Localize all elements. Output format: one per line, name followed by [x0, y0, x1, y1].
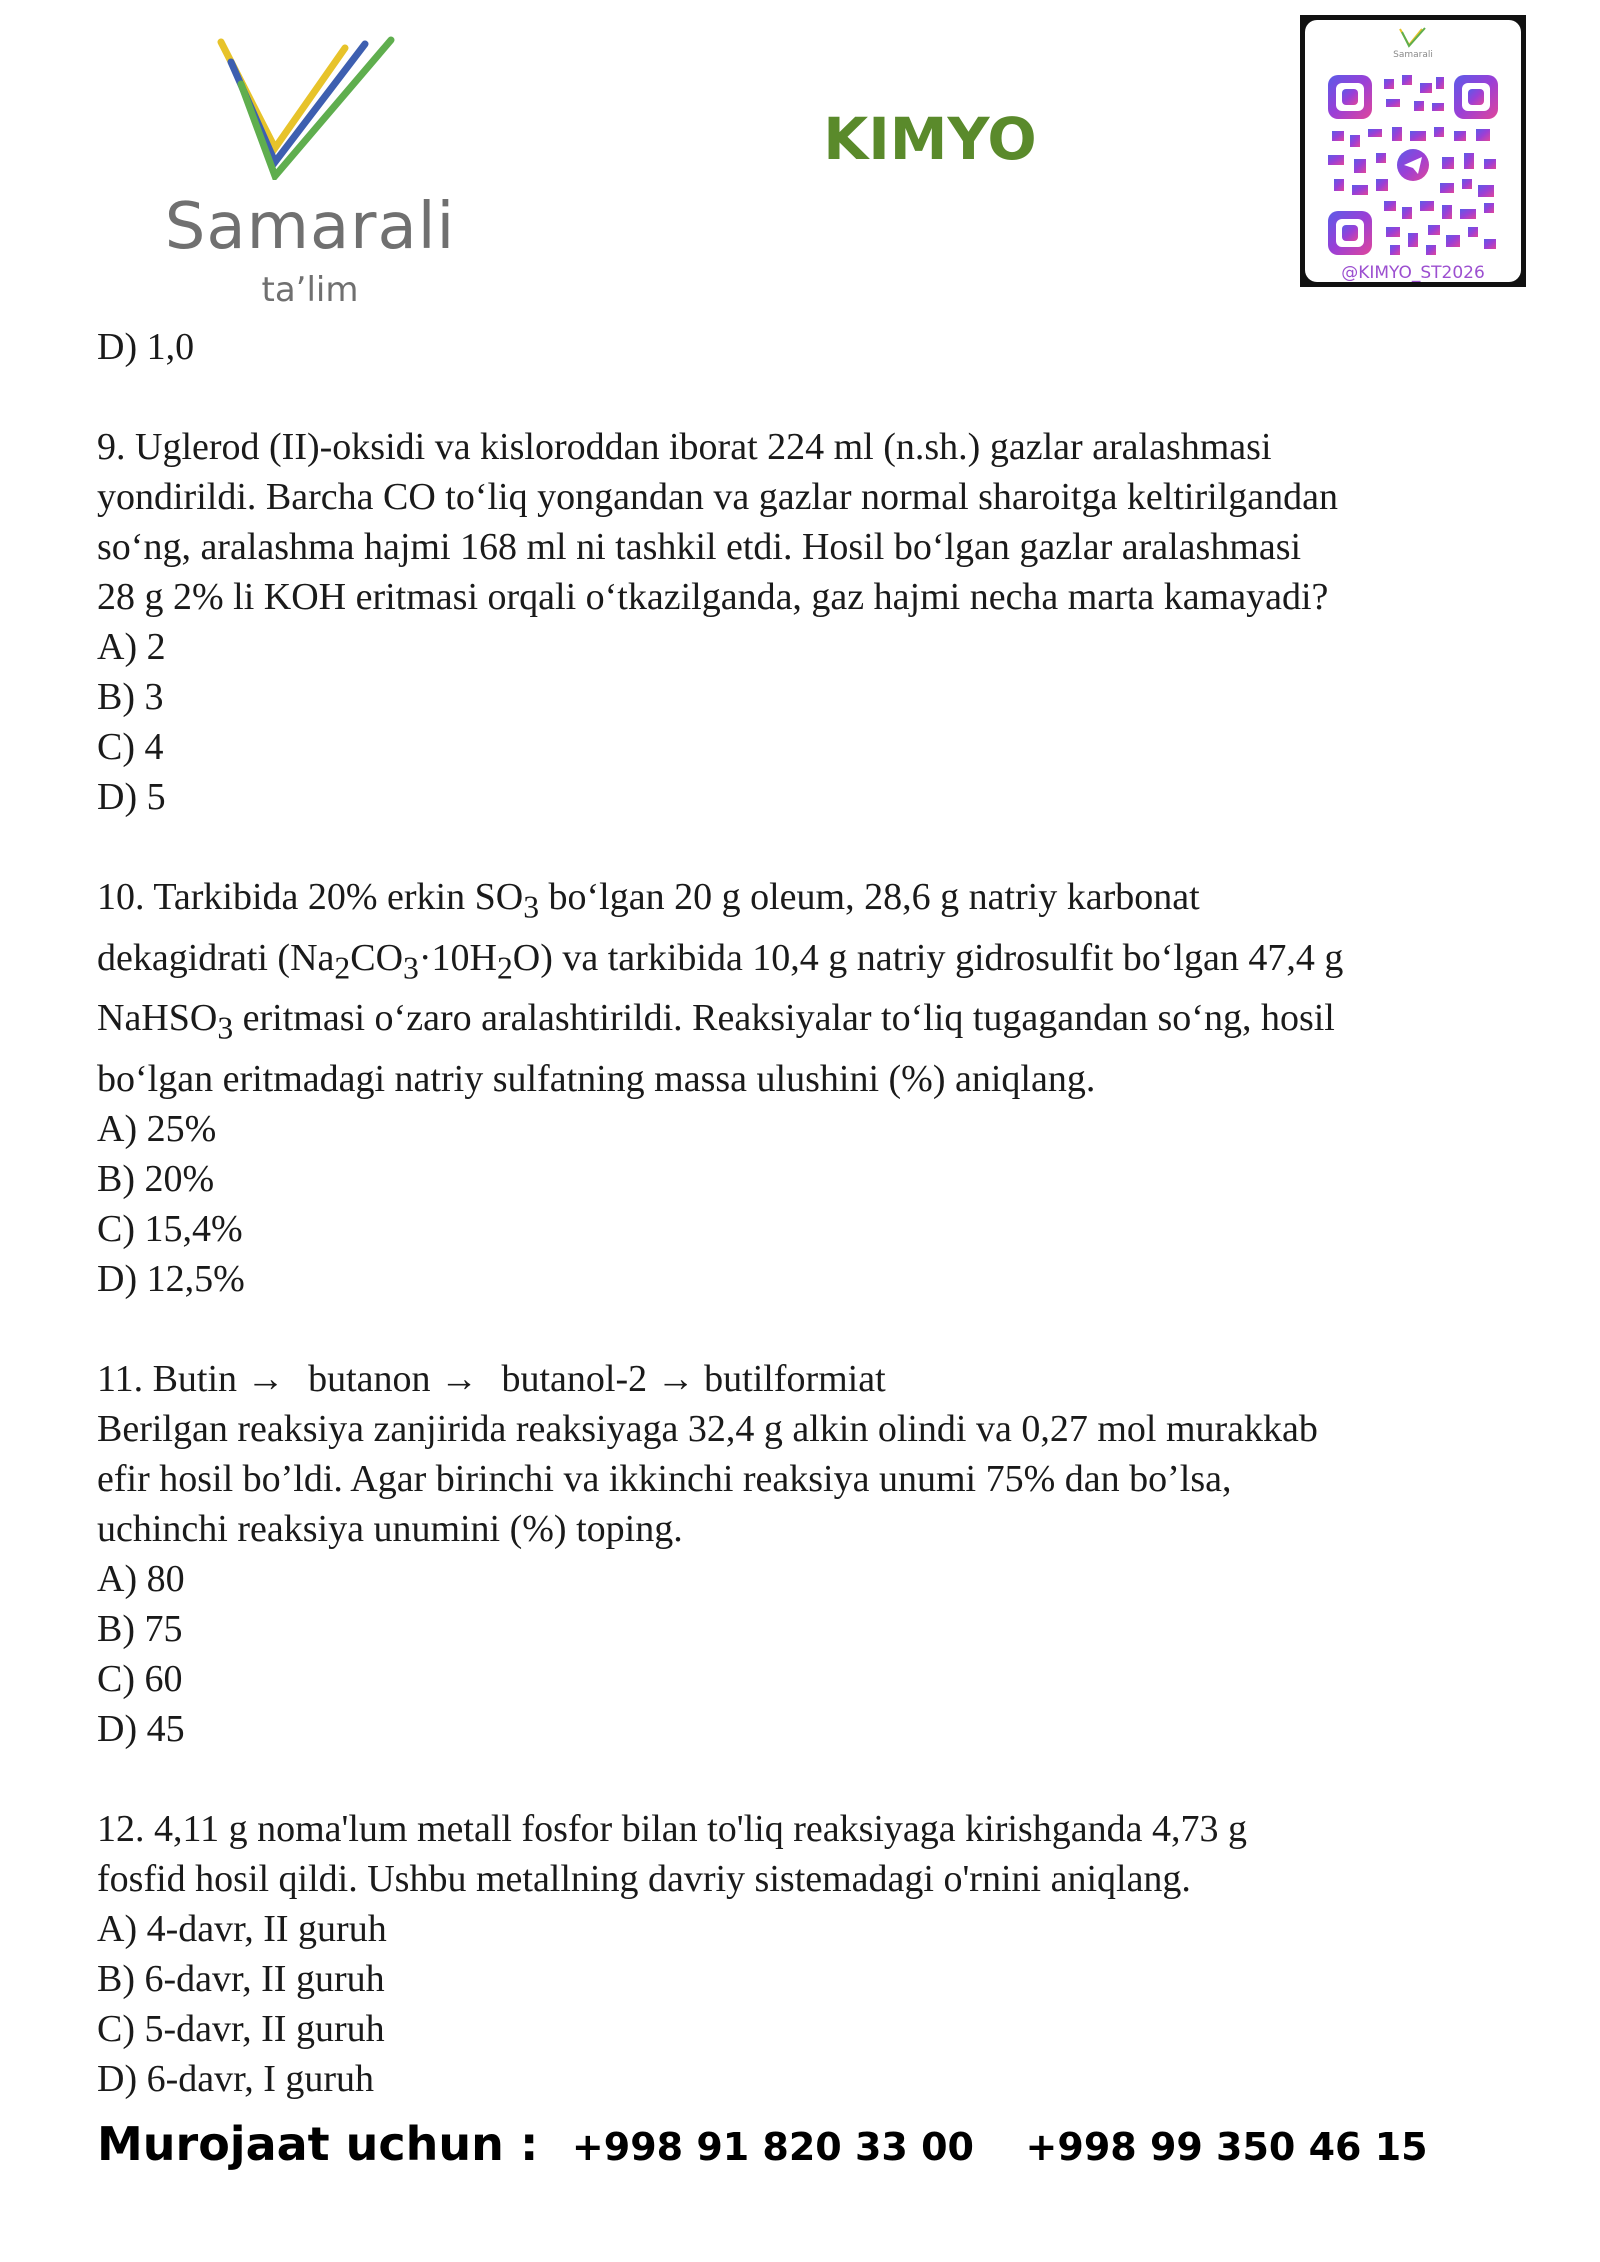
- question-9-line: 28 g 2% li KOH eritmasi orqali o‘tkazilganda, gaz hajmi necha marta kamayadi?: [97, 576, 1329, 618]
- question-9-line: so‘ng, aralashma hajmi 168 ml ni tashkil etdi. Hosil bo‘lgan gazlar aralashmasi: [97, 526, 1302, 568]
- document-body: [97, 322, 1537, 2104]
- answer-option: D) 6-davr, I guruh: [97, 2057, 375, 2100]
- answer-option: A) 2: [97, 626, 166, 668]
- question-10-line: bo‘lgan eritmadagi natriy sulfatning massa ulushini (%) aniqlang.: [97, 1057, 1096, 1100]
- reaction-chain: 11. Butin → butanon → butanol-2 → butilformiat: [97, 1357, 886, 1400]
- question-10-line: 10. Tarkibida 20% erkin $SO_3$ bo‘lgan 20 g oleum, 28,6 g natriy karbonat: [97, 876, 1200, 925]
- previous-question-tail: D) 1,0: [97, 326, 195, 368]
- question-10: [97, 872, 1537, 1304]
- phone-number: +998 91 820 33 00: [571, 2125, 974, 2169]
- answer-option: A) 4-davr, II guruh: [97, 1907, 387, 1950]
- answer-option: C) 4: [97, 726, 164, 768]
- logo-name: Samarali: [164, 190, 456, 264]
- answer-option: D) 12,5%: [97, 1257, 245, 1300]
- answer-option: C) 60: [97, 1657, 183, 1700]
- question-11: [97, 1354, 1537, 1754]
- answer-option: D) 5: [97, 776, 166, 818]
- contact-footer: [97, 2117, 1428, 2171]
- question-10-line: NaHSO$_3$ eritmasi o‘zaro aralashtirildi. Reaksiyalar to‘liq tugagandan so‘ng, hosil: [97, 997, 1335, 1046]
- logo-subtitle: ta’lim: [261, 270, 359, 310]
- answer-option: B) 3: [97, 676, 164, 718]
- samarali-logo: [150, 30, 470, 310]
- qr-code-icon: [1328, 75, 1498, 255]
- subject-title: KIMYO: [823, 105, 1037, 173]
- question-9-line: 9. Uglerod (II)-oksidi va kisloroddan iborat 224 ml (n.sh.) gazlar aralashmasi: [97, 426, 1272, 468]
- question-10-line: dekagidrati $(Na_2CO_3\cdot 10H_2O)$ va tarkibida 10,4 g natriy gidrosulfit bo‘lgan 47,4 g: [97, 936, 1344, 986]
- qr-handle: @KIMYO_ST2026: [1341, 263, 1485, 283]
- qr-badge: [1300, 15, 1526, 287]
- answer-option: A) 25%: [97, 1107, 217, 1150]
- mini-logo-icon: [1398, 26, 1428, 48]
- phone-number: +998 99 350 46 15: [1025, 2125, 1428, 2169]
- answer-option: D) 45: [97, 1707, 185, 1750]
- answer-option: B) 20%: [97, 1157, 215, 1200]
- question-11-line: uchinchi reaksiya unumini (%) toping.: [97, 1507, 683, 1550]
- answer-option: A) 80: [97, 1557, 185, 1600]
- question-12-line: fosfid hosil qildi. Ushbu metallning davriy sistemadagi o'rnini aniqlang.: [97, 1857, 1191, 1900]
- question-9-line: yondirildi. Barcha CO to‘liq yongandan va gazlar normal sharoitga keltirilgandan: [97, 476, 1338, 518]
- qr-brand: Samarali: [1393, 50, 1433, 60]
- answer-option: C) 5-davr, II guruh: [97, 2007, 385, 2050]
- question-12-line: 12. 4,11 g noma'lum metall fosfor bilan to'liq reaksiyaga kirishganda 4,73 g: [97, 1807, 1247, 1850]
- question-11-line: Berilgan reaksiya zanjirida reaksiyaga 32,4 g alkin olindi va 0,27 mol murakkab: [97, 1407, 1318, 1450]
- answer-option: B) 6-davr, II guruh: [97, 1957, 385, 2000]
- contact-label: Murojaat uchun :: [97, 2117, 539, 2171]
- answer-option: C) 15,4%: [97, 1207, 243, 1250]
- answer-option: B) 75: [97, 1607, 183, 1650]
- question-11-line: efir hosil bo’ldi. Agar birinchi va ikkinchi reaksiya unumi 75% dan bo’lsa,: [97, 1457, 1232, 1500]
- question-12: [97, 1804, 1537, 2104]
- checkmark-logo-icon: [215, 30, 415, 180]
- question-9: [97, 422, 1537, 822]
